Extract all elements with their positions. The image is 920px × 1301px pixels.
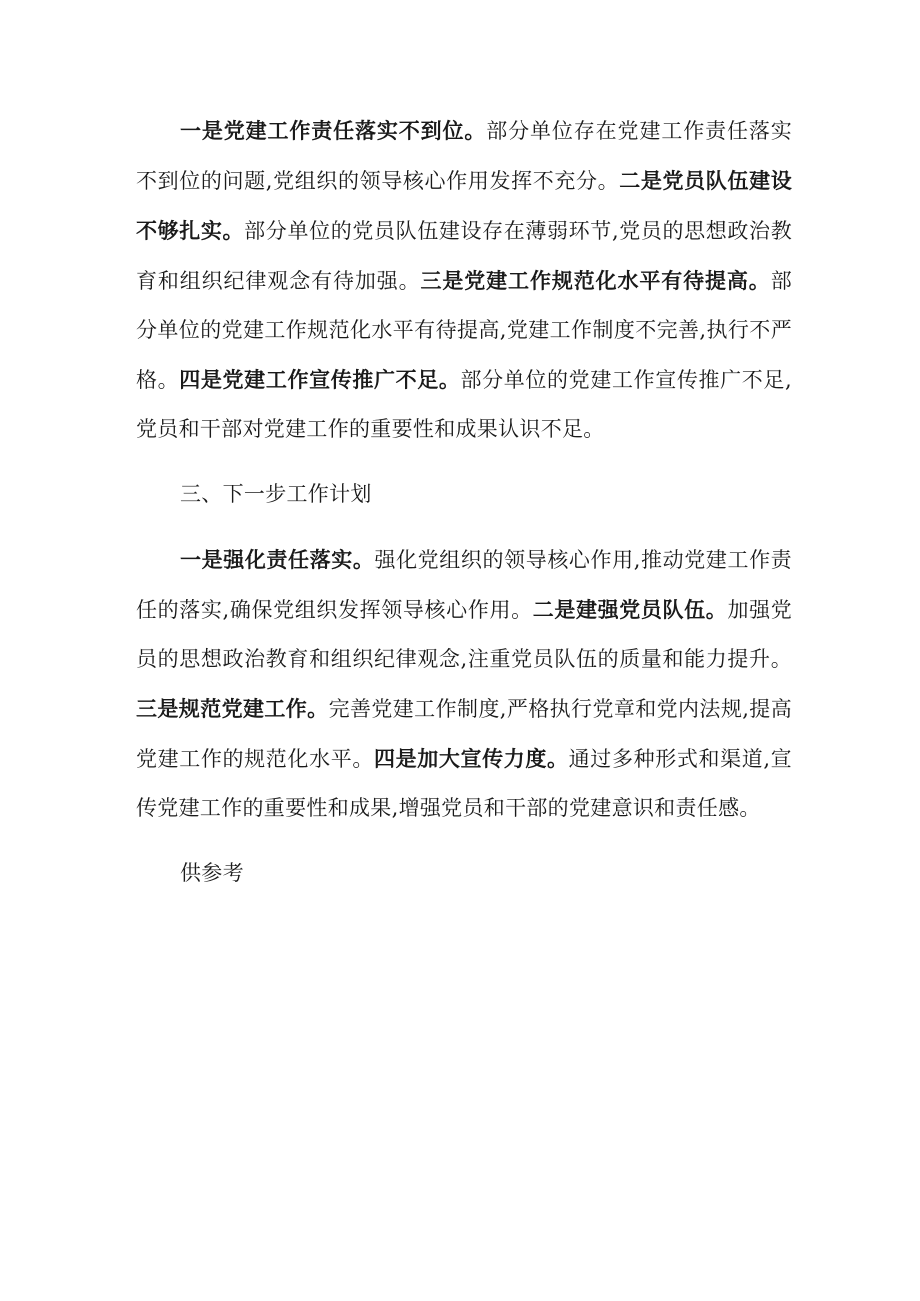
problem-3-text: 部分单位的党建工作规范化水平有待提高,党建工作制度不完善,执行不严格。 [136, 269, 792, 392]
problem-2-text: 部分单位的党员队伍建设存在薄弱环节,党员的思想政治教育和组织纪律观念有待加强。 [136, 219, 792, 293]
plan-paragraph [136, 535, 792, 833]
plan-3-text: 完善党建工作制度,严格执行党章和党内法规,提高党建工作的规范化水平。 [136, 697, 793, 771]
plan-2-text: 加强党员的思想政治教育和组织纪律观念,注重党员队伍的质量和能力提升。 [136, 598, 793, 671]
plan-3-title: 三是规范党建工作。 [136, 696, 329, 721]
closing-note: 供参考 [180, 861, 244, 885]
problem-1-title: 一是党建工作责任落实不到位。 [180, 118, 487, 143]
problems-paragraph [136, 106, 792, 454]
problem-4-title: 四是党建工作宣传推广不足。 [179, 367, 461, 392]
document-body [136, 106, 792, 914]
problem-2-title: 二是党员队伍建设不够扎实。 [136, 168, 793, 243]
plan-1-text: 强化党组织的领导核心作用,推动党建工作责任的落实,确保党组织发挥领导核心作用。 [136, 548, 792, 622]
problem-4-text: 部分单位的党建工作宣传推广不足,党员和干部对党建工作的重要性和成果认识不足。 [136, 368, 792, 441]
plan-4-title: 四是加大宣传力度。 [373, 746, 569, 771]
section-heading: 三、下一步工作计划 [180, 482, 372, 506]
plan-1-title: 一是强化责任落实。 [180, 547, 375, 572]
problem-3-title: 三是党建工作规范化水平有待提高。 [420, 268, 771, 293]
problem-1-text: 部分单位存在党建工作责任落实不到位的问题,党组织的领导核心作用发挥不充分。 [136, 119, 793, 193]
plan-4-text: 通过多种形式和渠道,宣传党建工作的重要性和成果,增强党员和干部的党建意识和责任感。 [136, 747, 792, 820]
plan-2-title: 二是建强党员队伍。 [532, 597, 728, 622]
